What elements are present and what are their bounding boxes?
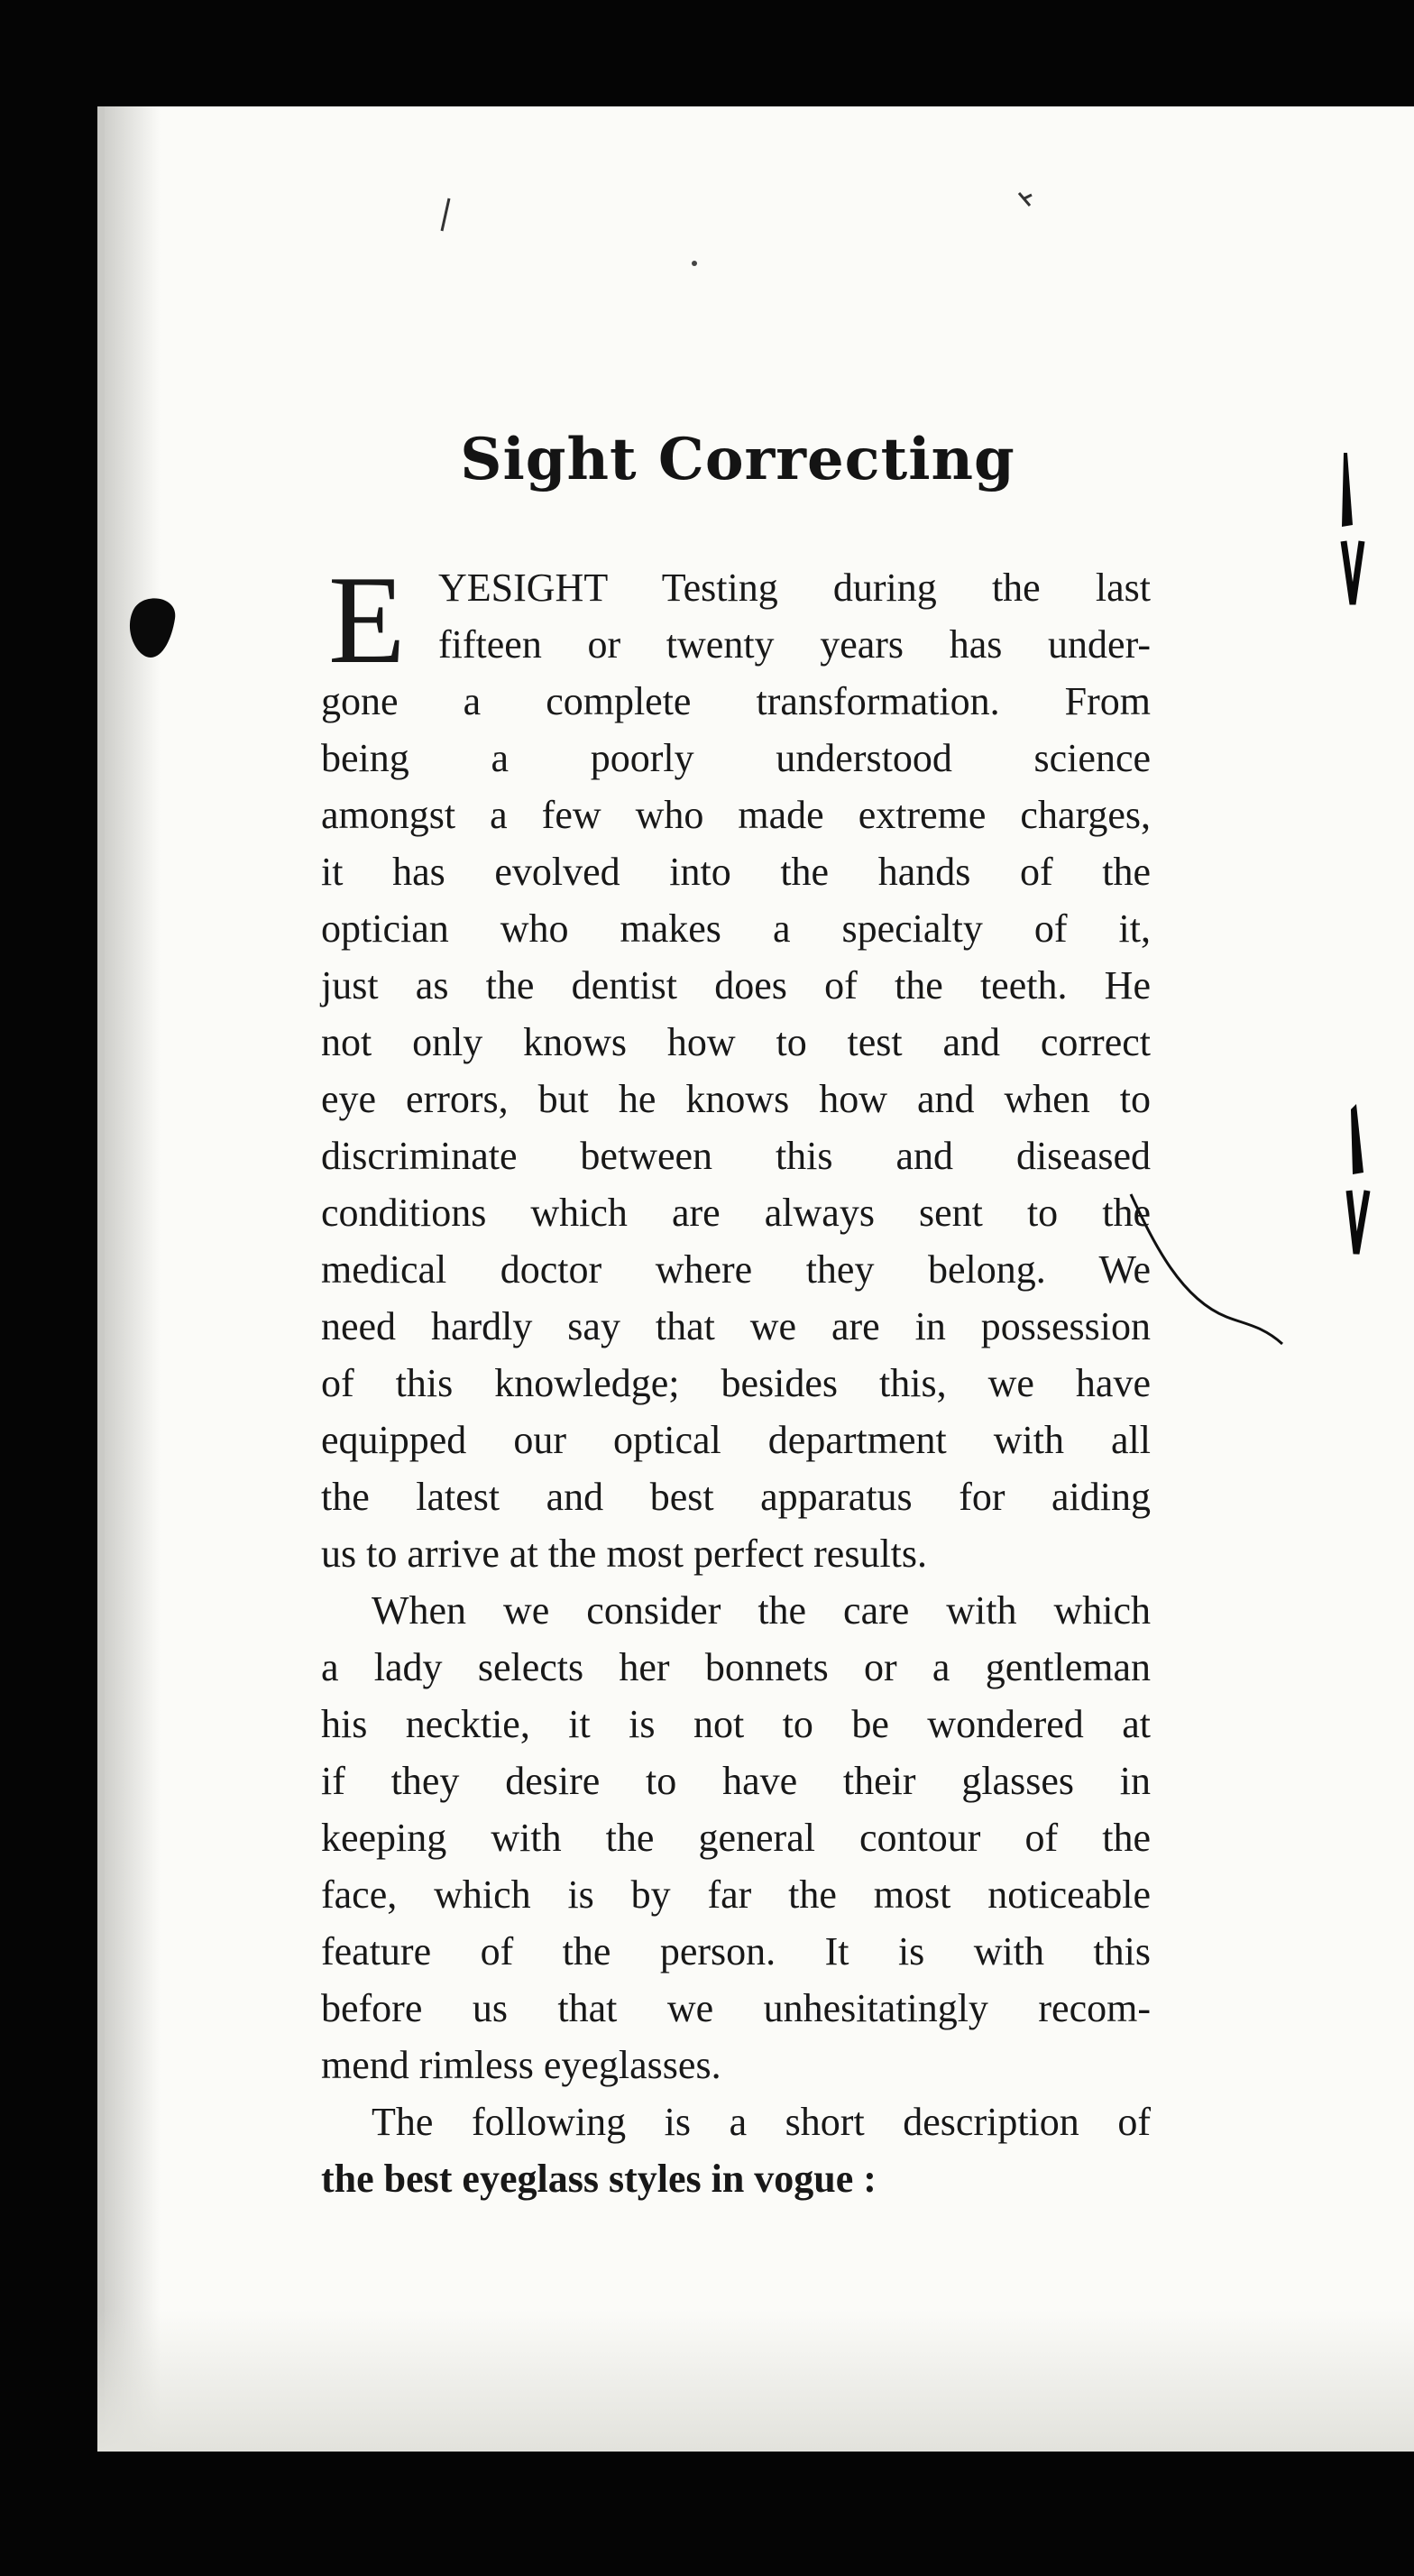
text-line: keeping with the general contour of the (321, 1816, 1151, 1860)
text-line: feature of the person. It is with this (321, 1929, 1151, 1973)
page-title: Sight Correcting (460, 426, 1015, 493)
text-line: medical doctor where they belong. We (321, 1247, 1151, 1292)
speck-marks (433, 180, 1064, 289)
body-text (321, 550, 1151, 2207)
text-line: being a poorly understood science (321, 736, 1151, 780)
text-line: discriminate between this and diseased (321, 1134, 1151, 1178)
text-line: When we consider the care with which (372, 1588, 1151, 1633)
text-line: fifteen or twenty years has under- (438, 622, 1151, 667)
paper-bottom-shadow (97, 2309, 1414, 2452)
pen-stroke-mark (1127, 1191, 1290, 1353)
text-line: amongst a few who made extreme charges, (321, 793, 1151, 837)
text-line: just as the dentist does of the teeth. He (321, 963, 1151, 1007)
text-line: not only knows how to test and correct (321, 1020, 1151, 1064)
paper-left-edge-shadow (97, 106, 161, 2452)
text-line: his necktie, it is not to be wondered at (321, 1702, 1151, 1746)
drop-cap-letter: E (328, 550, 406, 690)
text-line: us to arrive at the most perfect results. (321, 1532, 928, 1576)
text-line: need hardly say that we are in possession (321, 1304, 1151, 1348)
text-line: a lady selects her bonnets or a gentleman (321, 1645, 1151, 1689)
text-line: eye errors, but he knows how and when to (321, 1077, 1151, 1121)
text-line: it has evolved into the hands of the (321, 850, 1151, 894)
text-line: YESIGHT Testing during the last (438, 566, 1151, 610)
text-line: gone a complete transformation. From (321, 679, 1151, 723)
text-line: face, which is by far the most noticeable (321, 1872, 1151, 1917)
text-line: before us that we unhesitatingly recom- (321, 1986, 1151, 2030)
ink-blot-mark (124, 592, 182, 664)
text-line: equipped our optical department with all (321, 1418, 1151, 1462)
text-line: optician who makes a specialty of it, (321, 906, 1151, 951)
paragraph-3 (321, 2093, 1151, 2207)
text-line: mend rimless eyeglasses. (321, 2043, 721, 2087)
text-line: The following is a short description of (372, 2100, 1151, 2144)
text-line: if they desire to have their glasses in (321, 1759, 1151, 1803)
arrow-marks-middle (1326, 1091, 1389, 1263)
text-line: the best eyeglass styles in vogue : (321, 2157, 877, 2201)
text-line: conditions which are always sent to the (321, 1191, 1151, 1235)
text-line: of this knowledge; besides this, we have (321, 1361, 1151, 1405)
text-line: the latest and best apparatus for aiding (321, 1475, 1151, 1519)
paragraph-2 (321, 1582, 1151, 2093)
paragraph-1 (321, 550, 1151, 1582)
arrow-marks-top (1317, 444, 1380, 615)
